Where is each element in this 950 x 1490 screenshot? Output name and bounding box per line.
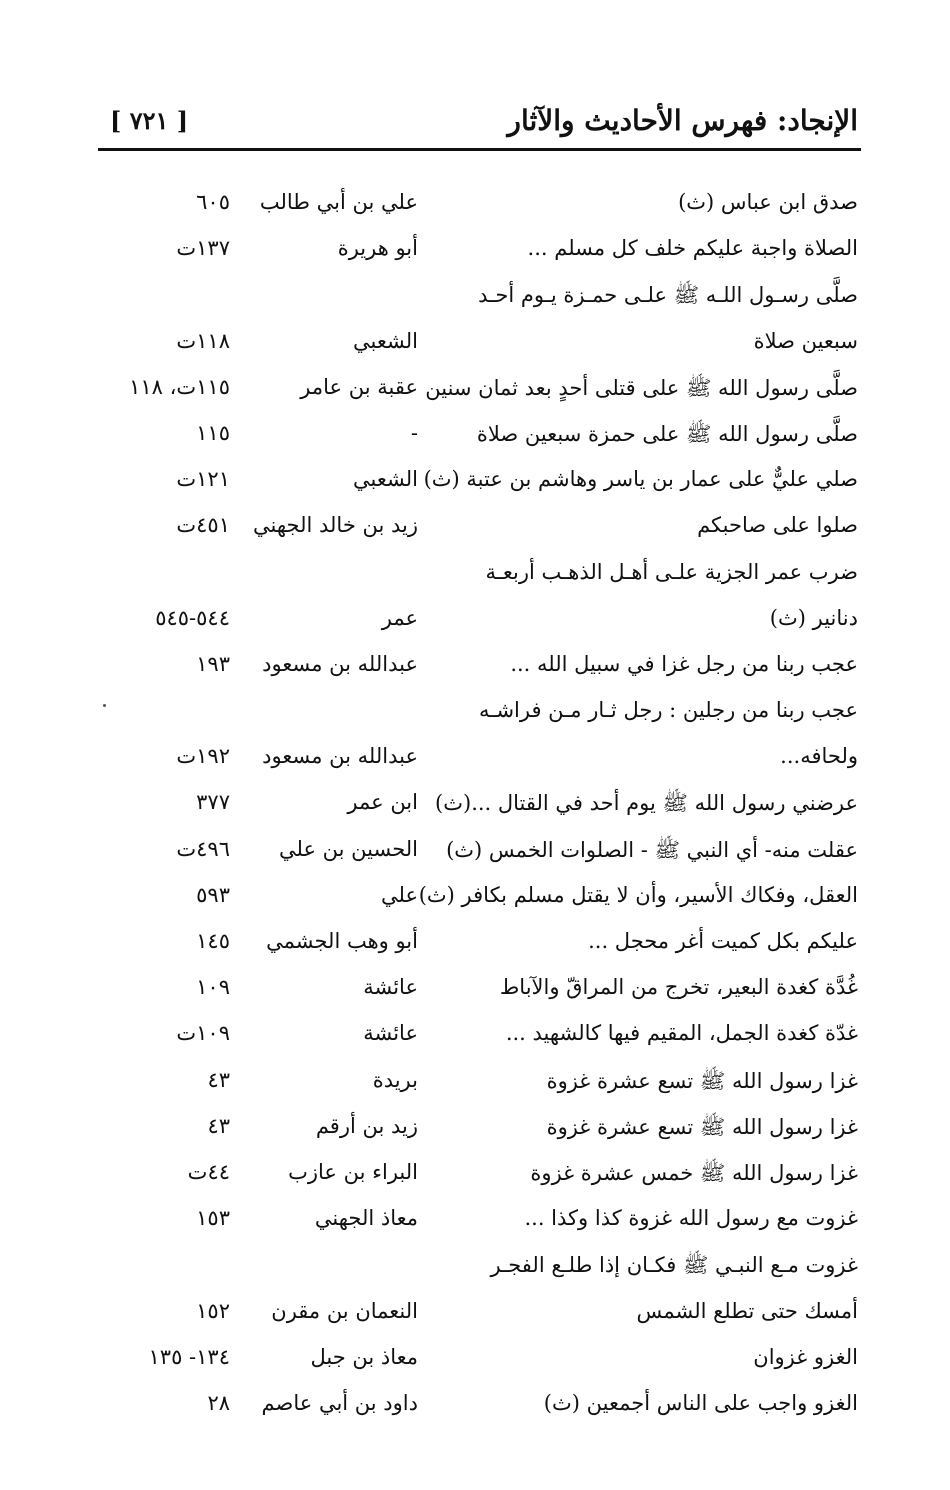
narrator-name: أبو وهب الجشمي [266, 929, 418, 953]
narrator-name: عقبة بن عامر [300, 374, 418, 399]
index-row [0, 736, 950, 782]
page-reference: ١٠٩ [196, 975, 230, 1000]
index-row [0, 921, 950, 967]
page-reference: ٤٣ [207, 1113, 230, 1138]
index-row [0, 1106, 950, 1152]
page-number: [ ٧٢١ ] [110, 106, 189, 135]
page-reference: ٥٤٤-٥٤٥ [155, 605, 230, 630]
hadith-text: الغزو واجب على الناس أجمعين (ث) [543, 1390, 858, 1415]
page-reference: ١٣٤- ١٣٥ [148, 1344, 230, 1369]
index-row [0, 321, 950, 367]
hadith-text: غزا رسول الله ﷺ خمس عشرة غزوة [530, 1160, 858, 1185]
narrator-name: داود بن أبي عاصم [261, 1390, 418, 1415]
narrator-name: زيد بن أرقم [315, 1113, 418, 1138]
index-row [0, 967, 950, 1013]
index-row [0, 228, 950, 274]
narrator-name: النعمان بن مقرن [271, 1298, 418, 1323]
narrator-name: البراء بن عازب [288, 1159, 418, 1184]
index-table [0, 182, 950, 1429]
hadith-text: غزا رسول الله ﷺ تسع عشرة غزوة [546, 1068, 858, 1093]
index-row [0, 829, 950, 875]
hadith-text: عليكم بكل كميت أغر محجل ... [588, 929, 858, 953]
page-reference: ٣٧٧ [196, 790, 230, 815]
hadith-text: صلَّى رسول الله ﷺ على حمزة سبعين صلاة [476, 421, 858, 446]
hadith-text: صدق ابن عباس (ث) [678, 190, 858, 214]
narrator-name: علي بن أبي طالب [259, 190, 418, 214]
hadith-text: صلي عليٌّ على عمار بن ياسر وهاشم بن عتبة (ث) [423, 467, 858, 492]
index-row [0, 1244, 950, 1290]
page-reference: ٥٩٣ [196, 882, 230, 907]
narrator-name: عمر [381, 605, 418, 630]
hadith-text: عقلت منه- أي النبي ﷺ - الصلوات الخمس (ث) [446, 837, 858, 862]
index-row [0, 1060, 950, 1106]
index-row [0, 690, 950, 736]
hadith-text: غزا رسول الله ﷺ تسع عشرة غزوة [546, 1114, 858, 1139]
page-reference: ١٢١ت [176, 467, 230, 492]
narrator-name: بريدة [372, 1067, 418, 1092]
hadith-text: الغزو غزوان [753, 1344, 858, 1369]
narrator-name: الشعبي [353, 467, 418, 492]
running-header-title: الإنجاد: فهرس الأحاديث والآثار [507, 104, 858, 137]
page-reference: ١١٥ت، ١١٨ [129, 374, 230, 399]
hadith-text: غُدَّة كغدة البعير، تخرج من المراقّ والآباط [499, 975, 858, 1000]
index-row [0, 1337, 950, 1383]
hadith-text: العقل، وفكاك الأسير، وأن لا يقتل مسلم بكافر (ث) [418, 882, 858, 907]
narrator-name: معاذ الجهني [314, 1206, 418, 1231]
page-reference: ١٣٧ت [176, 236, 230, 261]
narrator-name: عبدالله بن مسعود [262, 651, 418, 676]
page-reference: ١٩٢ت [176, 744, 230, 769]
index-row [0, 1291, 950, 1337]
hadith-text: صلوا على صاحبكم [697, 513, 858, 538]
hadith-text: صلَّى رسول الله ﷺ على قتلى أحدٍ بعد ثمان سنين [425, 375, 858, 400]
index-row [0, 782, 950, 828]
index-row [0, 1198, 950, 1244]
index-row [0, 1013, 950, 1059]
narrator-name: عائشة [363, 975, 418, 1000]
hadith-text: غزوت مـع النبـي ﷺ فكـان إذا طلـع الفجـر [490, 1253, 858, 1278]
hadith-text: دنانير (ث) [769, 605, 858, 630]
index-row [0, 413, 950, 459]
narrator-name: - [410, 420, 418, 445]
index-row [0, 182, 950, 228]
page-reference: ٤٩٦ت [176, 836, 230, 861]
hadith-text: غدّة كغدة الجمل، المقيم فيها كالشهيد ... [505, 1021, 858, 1046]
index-row [0, 274, 950, 320]
page-reference: ١٠٩ت [176, 1021, 230, 1046]
narrator-name: أبو هريرة [337, 236, 418, 261]
narrator-name: علي [381, 882, 418, 907]
index-row [0, 552, 950, 598]
page-reference: ٤٣ [207, 1067, 230, 1092]
narrator-name: معاذ بن جبل [310, 1344, 418, 1369]
page-reference: ١١٨ت [176, 328, 230, 353]
hadith-text: سبعين صلاة [753, 328, 858, 353]
index-row [0, 1383, 950, 1429]
narrator-name: زيد بن خالد الجهني [253, 513, 418, 538]
hadith-text: ضرب عمر الجزية علـى أهـل الذهـب أربعـة [485, 559, 858, 584]
page-reference: ٢٨ [207, 1390, 230, 1415]
index-row [0, 875, 950, 921]
page-reference: ١٥٢ [196, 1298, 230, 1323]
page-reference: ١٥٣ [196, 1206, 230, 1231]
narrator-name: عبدالله بن مسعود [262, 744, 418, 769]
page-reference: ٤٤ت [187, 1159, 230, 1184]
page-reference: ٦٠٥ [196, 190, 230, 214]
index-row [0, 459, 950, 505]
index-row [0, 505, 950, 551]
page-reference: ١٤٥ [196, 929, 230, 953]
narrator-name: الحسين بن علي [278, 836, 418, 861]
hadith-text: أمسك حتى تطلع الشمس [636, 1298, 858, 1323]
page-reference: ١١٥ [196, 420, 230, 445]
narrator-name: ابن عمر [347, 790, 418, 815]
hadith-text: عرضني رسول الله ﷺ يوم أحد في القتال ...(ث) [435, 791, 858, 816]
index-row [0, 644, 950, 690]
index-row [0, 598, 950, 644]
index-row [0, 1152, 950, 1198]
hadith-text: عجب ربنا من رجلين : رجل ثـار مـن فراشـه [479, 698, 858, 723]
page-reference: ٤٥١ت [176, 513, 230, 538]
narrator-name: الشعبي [353, 328, 418, 353]
narrator-name: عائشة [363, 1021, 418, 1046]
hadith-text: صلَّى رسـول اللـه ﷺ علـى حمـزة يـوم أحـد [478, 283, 858, 308]
index-row [0, 367, 950, 413]
hadith-text: الصلاة واجبة عليكم خلف كل مسلم ... [527, 236, 858, 261]
header-rule [98, 148, 861, 151]
hadith-text: ولحافه... [780, 744, 858, 769]
page-reference: ١٩٣ [196, 651, 230, 676]
hadith-text: غزوت مع رسول الله غزوة كذا وكذا ... [524, 1206, 858, 1231]
hadith-text: عجب ربنا من رجل غزا في سبيل الله ... [510, 651, 858, 676]
